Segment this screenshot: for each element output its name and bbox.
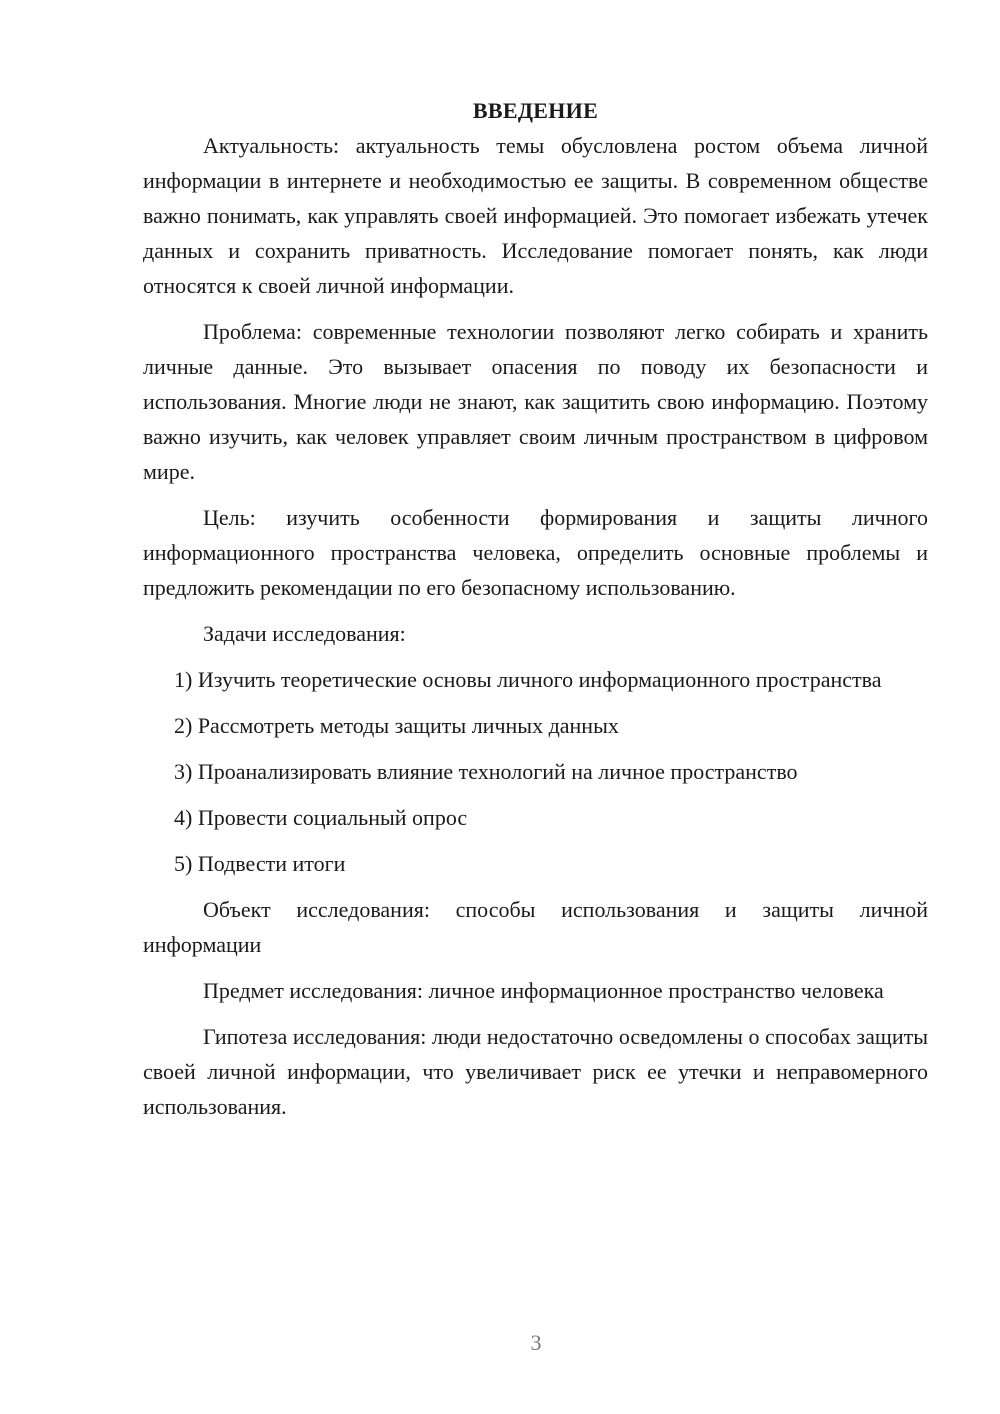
subject-paragraph: Предмет исследования: личное информационное пространство человека [203,978,884,1003]
page-title: ВВЕДЕНИЕ [472,98,599,123]
task-item: 4) Провести социальный опрос [174,805,468,830]
tasks-heading: Задачи исследования: [203,621,406,646]
relevance-paragraph: Актуальность: актуальность темы обусловлена ростом объема личной информации в интернете и необходимостью ее защиты. В современном обществе важно понимать, как управлять своей информацией. Это помогает избежать утечек данных и сохранить приватность. Исследование помогает понять, как люди относятся к своей личной информации. [143,133,928,298]
document-body [143,94,928,1135]
task-item: 5) Подвести итоги [174,851,346,876]
task-item: 1) Изучить теоретические основы личного информационного пространства [174,667,882,692]
task-item: 2) Рассмотреть методы защиты личных данных [174,713,619,738]
goal-paragraph: Цель: изучить особенности формирования и защиты личного информационного пространства человека, определить основные проблемы и предложить рекомендации по его безопасному использованию. [143,505,928,600]
object-paragraph: Объект исследования: способы использования и защиты личной информации [143,897,928,957]
problem-paragraph: Проблема: современные технологии позволяют легко собирать и хранить личные данные. Это вызывает опасения по поводу их безопасности и использования. Многие люди не знают, как защитить свою информацию. Поэтому важно изучить, как человек управляет своим личным пространством в цифровом мире. [143,319,928,484]
page-number: 3 [530,1330,542,1355]
hypothesis-paragraph: Гипотеза исследования: люди недостаточно осведомлены о способах защиты своей личной информации, что увеличивает риск ее утечки и неправомерного использования. [143,1024,928,1119]
task-item: 3) Проанализировать влияние технологий на личное пространство [174,759,798,784]
